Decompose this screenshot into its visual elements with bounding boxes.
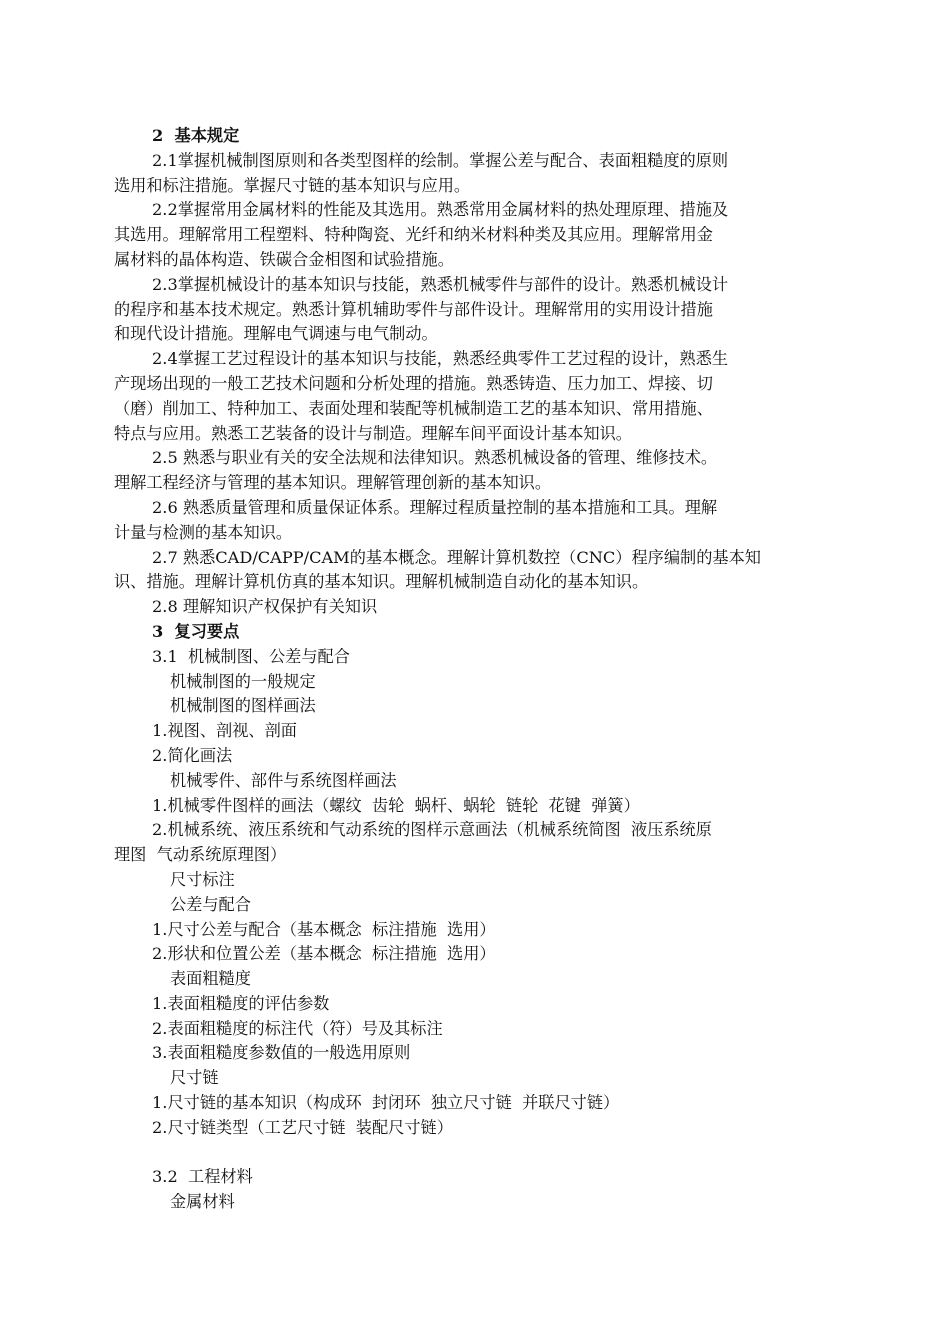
text-line: 2.8 理解知识产权保护有关知识	[152, 597, 378, 617]
text-line: 机械制图的图样画法	[170, 696, 316, 716]
text-line: 1.尺寸公差与配合（基本概念 标注措施 选用）	[152, 919, 496, 939]
text-line: 计量与检测的基本知识。	[114, 522, 293, 542]
text-line: 2.机械系统、液压系统和气动系统的图样示意画法（机械系统简图 液压系统原	[152, 820, 712, 840]
text-line: 产现场出现的一般工艺技术问题和分析处理的措施。熟悉铸造、压力加工、焊接、切	[114, 373, 713, 393]
text-line: 2.形状和位置公差（基本概念 标注措施 选用）	[152, 944, 496, 964]
text-line: （磨）削加工、特种加工、表面处理和装配等机械制造工艺的基本知识、常用措施、	[114, 398, 713, 418]
text-line: 金属材料	[170, 1192, 235, 1212]
text-line: 属材料的晶体构造、铁碳合金相图和试验措施。	[114, 249, 454, 269]
text-line: 公差与配合	[170, 894, 251, 914]
text-line: 理解工程经济与管理的基本知识。理解管理创新的基本知识。	[114, 473, 552, 493]
text-line: 2.2掌握常用金属材料的性能及其选用。熟悉常用金属材料的热处理原理、措施及	[152, 200, 729, 220]
text-line: 的程序和基本技术规定。熟悉计算机辅助零件与部件设计。理解常用的实用设计措施	[114, 299, 713, 319]
text-line: 2.4掌握工艺过程设计的基本知识与技能，熟悉经典零件工艺过程的设计，熟悉生	[152, 349, 729, 369]
text-line: 2.1掌握机械制图原则和各类型图样的绘制。掌握公差与配合、表面粗糙度的原则	[152, 150, 729, 170]
text-line: 2.6 熟悉质量管理和质量保证体系。理解过程质量控制的基本措施和工具。理解	[152, 497, 718, 517]
text-line: 2.表面粗糙度的标注代（符）号及其标注	[152, 1018, 443, 1038]
text-line: 2.5 熟悉与职业有关的安全法规和法律知识。熟悉机械设备的管理、维修技术。	[152, 448, 718, 468]
text-line: 其选用。理解常用工程塑料、特种陶瓷、光纤和纳米材料种类及其应用。理解常用金	[114, 225, 713, 245]
text-line: 尺寸链	[170, 1068, 219, 1088]
section-heading: 3 复习要点	[152, 621, 240, 641]
text-line: 识、措施。理解计算机仿真的基本知识。理解机械制造自动化的基本知识。	[114, 572, 649, 592]
text-line: 2.尺寸链类型（工艺尺寸链 装配尺寸链）	[152, 1117, 453, 1137]
text-line: 机械制图的一般规定	[170, 671, 316, 691]
text-line: 3.2 工程材料	[152, 1167, 253, 1187]
text-line: 1.视图、剖视、剖面	[152, 721, 297, 741]
text-line: 2.3掌握机械设计的基本知识与技能，熟悉机械零件与部件的设计。熟悉机械设计	[152, 274, 729, 294]
text-line: 特点与应用。熟悉工艺装备的设计与制造。理解车间平面设计基本知识。	[114, 423, 632, 443]
text-line: 机械零件、部件与系统图样画法	[170, 770, 397, 790]
blank-line	[114, 1141, 828, 1166]
document-body	[114, 124, 828, 1215]
text-line: 1.表面粗糙度的评估参数	[152, 993, 330, 1013]
text-line: 2.7 熟悉CAD/CAPP/CAM的基本概念。理解计算机数控（CNC）程序编制的基本知	[152, 547, 761, 567]
text-line: 2.简化画法	[152, 745, 233, 765]
section-heading: 2 基本规定	[152, 126, 240, 145]
text-line: 表面粗糙度	[170, 969, 251, 989]
text-line: 3.1 机械制图、公差与配合	[152, 646, 350, 666]
text-line: 选用和标注措施。掌握尺寸链的基本知识与应用。	[114, 175, 471, 195]
text-line: 理图 气动系统原理图）	[114, 845, 287, 865]
text-line: 1.机械零件图样的画法（螺纹 齿轮 蜗杆、蜗轮 链轮 花键 弹簧）	[152, 795, 640, 815]
text-line: 1.尺寸链的基本知识（构成环 封闭环 独立尺寸链 并联尺寸链）	[152, 1093, 620, 1113]
text-line: 和现代设计措施。理解电气调速与电气制动。	[114, 324, 438, 344]
text-line: 尺寸标注	[170, 869, 235, 889]
text-line: 3.表面粗糙度参数值的一般选用原则	[152, 1043, 411, 1063]
